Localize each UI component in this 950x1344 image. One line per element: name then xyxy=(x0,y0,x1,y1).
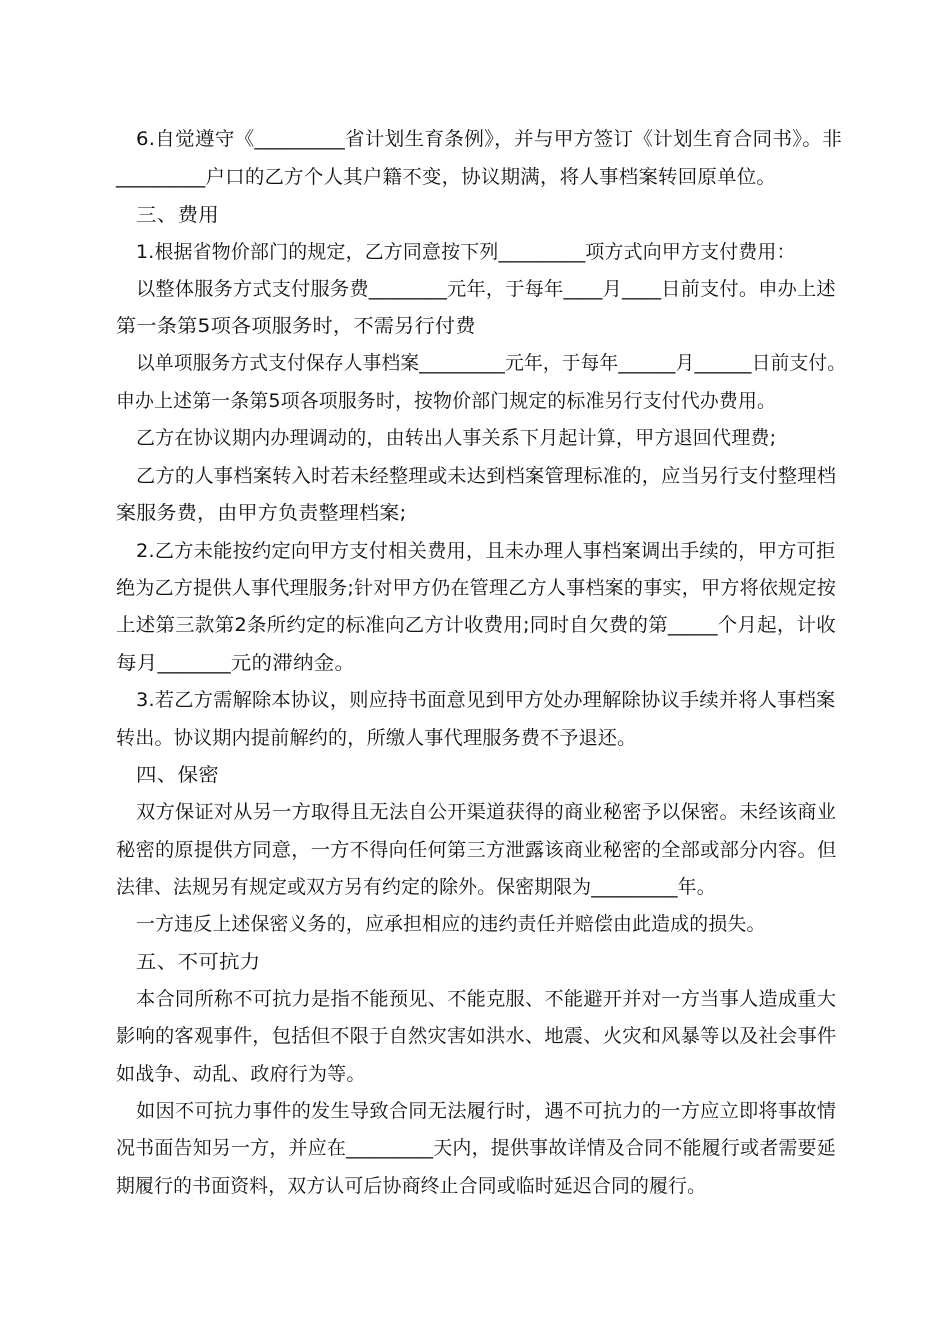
text-line: 影响的客观事件，包括但不限于自然灾害如洪水、地震、火灾和风暴等以及社会事件 xyxy=(116,1025,837,1047)
text-line: 乙方在协议期内办理调动的，由转出人事关系下月起计算，甲方退回代理费; xyxy=(136,427,777,449)
text-line: _________户口的乙方个人其户籍不变，协议期满，将人事档案转回原单位。 xyxy=(116,166,777,188)
text-line: 申办上述第一条第5项各项服务时，按物价部门规定的标准另行支付代办费用。 xyxy=(116,390,777,412)
text-line: 双方保证对从另一方取得且无法自公开渠道获得的商业秘密予以保密。未经该商业 xyxy=(136,801,837,823)
text-line: 第一条第5项各项服务时，不需另行付费 xyxy=(116,315,476,337)
text-line: 如因不可抗力事件的发生导致合同无法履行时，遇不可抗力的一方应立即将事故情 xyxy=(136,1100,837,1122)
section-heading: 三、费用 xyxy=(136,204,219,226)
text-line: 绝为乙方提供人事代理服务;针对甲方仍在管理乙方人事档案的事实，甲方将依规定按 xyxy=(116,577,837,599)
text-line: 3.若乙方需解除本协议，则应持书面意见到甲方处办理解除协议手续并将人事档案 xyxy=(136,689,836,711)
text-line: 上述第三款第2条所约定的标准向乙方计收费用;同时自欠费的第_____个月起，计收 xyxy=(116,614,836,636)
text-line: 秘密的原提供方同意，一方不得向任何第三方泄露该商业秘密的全部或部分内容。但 xyxy=(116,839,837,861)
text-line: 以单项服务方式支付保存人事档案_________元年，于每年______月______日前支付。 xyxy=(136,352,847,374)
text-line: 每月_______元的滞纳金。 xyxy=(116,652,356,674)
text-line: 案服务费，由甲方负责整理档案; xyxy=(116,502,407,524)
text-line: 以整体服务方式支付服务费________元年，于每年____月____日前支付。申办上述 xyxy=(136,278,836,300)
text-line: 法律、法规另有规定或双方另有约定的除外。保密期限为_________年。 xyxy=(116,876,716,898)
text-line: 况书面告知另一方，并应在_________天内，提供事故详情及合同不能履行或者需要延 xyxy=(116,1137,836,1159)
text-line: 期履行的书面资料，双方认可后协商终止合同或临时延迟合同的履行。 xyxy=(116,1175,707,1197)
text-line: 6.自觉遵守《_________省计划生育条例》，并与甲方签订《计划生育合同书》。非 xyxy=(136,128,843,150)
text-line: 一方违反上述保密义务的，应承担相应的违约责任并赔偿由此造成的损失。 xyxy=(136,913,766,935)
section-heading: 四、保密 xyxy=(136,764,219,786)
text-line: 1.根据省物价部门的规定，乙方同意按下列_________项方式向甲方支付费用： xyxy=(136,241,796,263)
text-line: 如战争、动乱、政府行为等。 xyxy=(116,1063,366,1085)
section-heading: 五、不可抗力 xyxy=(136,951,261,973)
text-line: 乙方的人事档案转入时若未经整理或未达到档案管理标准的，应当另行支付整理档 xyxy=(136,465,837,487)
text-line: 2.乙方未能按约定向甲方支付相关费用，且未办理人事档案调出手续的，甲方可拒 xyxy=(136,540,836,562)
text-line: 转出。协议期内提前解约的，所缴人事代理服务费不予退还。 xyxy=(116,727,637,749)
text-line: 本合同所称不可抗力是指不能预见、不能克服、不能避开并对一方当事人造成重大 xyxy=(136,988,837,1010)
